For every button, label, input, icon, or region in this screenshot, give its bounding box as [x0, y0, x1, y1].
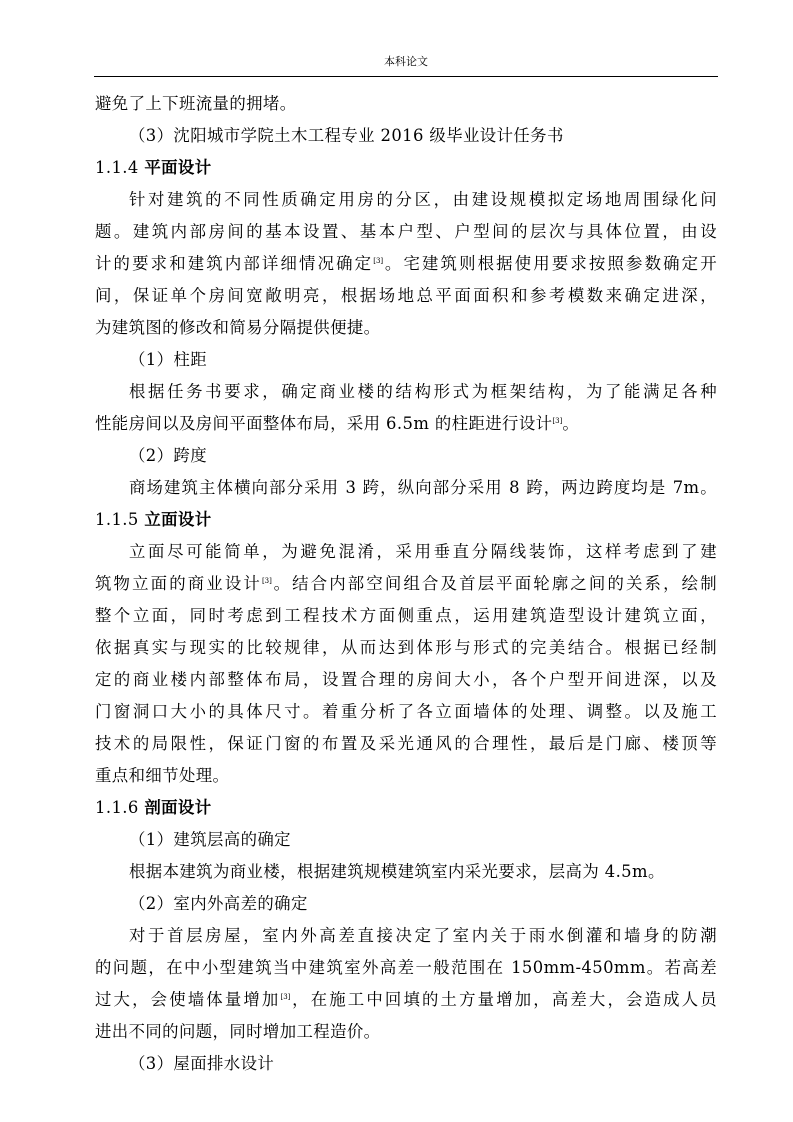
text-line	[95, 376, 717, 408]
line-text: 技术的局限性，保证门窗的布置及采光通风的合理性，最后是门廊、楼顶等	[95, 734, 717, 753]
line-text: （3）屋面排水设计	[129, 1054, 275, 1073]
line-text: 整个立面，同时考虑到工程技术方面侧重点，运用建筑造型设计建筑立面，	[95, 606, 717, 625]
section-title: 立面设计	[144, 510, 212, 529]
citation-marker: [3]	[552, 417, 563, 425]
text-line	[95, 696, 717, 728]
text-line	[95, 248, 717, 280]
citation-marker: [3]	[280, 993, 291, 1001]
line-text: 为建筑图的修改和简易分隔提供便捷。	[95, 318, 381, 337]
text-line	[95, 88, 717, 120]
line-text: 对于首层房屋，室内外高差直接决定了室内关于雨水倒灌和墙身的防潮	[129, 926, 717, 945]
line-text: 立面尽可能简单，为避免混淆，采用垂直分隔线装饰，这样考虑到了建	[129, 542, 717, 561]
text-line	[95, 728, 717, 760]
text-line	[95, 440, 717, 472]
line-text: 性能房间以及房间平面整体布局，采用 6.5m 的柱距进行设计	[95, 414, 553, 433]
section-heading	[95, 152, 717, 184]
text-line	[95, 184, 717, 216]
line-text-cont: 。结合内部空间组合及首层平面轮廓之间的关系，绘制	[271, 574, 717, 593]
line-text: （1）柱距	[129, 350, 207, 369]
citation-marker: [3]	[373, 257, 384, 265]
citation-marker: [3]	[261, 577, 272, 585]
section-number: 1.1.5	[95, 510, 145, 529]
line-text: 避免了上下班流量的拥堵。	[95, 94, 297, 113]
text-line	[95, 280, 717, 312]
line-text: 重点和细节处理。	[95, 766, 230, 785]
line-text: 的问题，在中小型建筑当中建筑室外高差一般范围在 150mm-450mm。若高差	[95, 958, 717, 977]
text-line	[95, 600, 717, 632]
text-line	[95, 568, 717, 600]
text-line	[95, 760, 717, 792]
text-line	[95, 120, 717, 152]
line-text: 根据本建筑为商业楼，根据建筑规模建筑室内采光要求，层高为 4.5m。	[129, 862, 665, 881]
text-line	[95, 216, 717, 248]
line-text-cont: ，在施工中回填的土方量增加，高差大，会造成人员	[290, 990, 718, 1009]
line-text: （2）跨度	[129, 446, 207, 465]
line-text: 过大，会使墙体量增加	[95, 990, 281, 1009]
section-number: 1.1.4	[95, 158, 145, 177]
section-heading	[95, 504, 717, 536]
line-text: 计的要求和建筑内部详细情况确定	[95, 254, 374, 273]
text-line	[95, 408, 717, 440]
line-text: 定的商业楼内部整体布局，设置合理的房间大小，各个户型开间进深，以及	[95, 670, 717, 689]
text-line	[95, 856, 717, 888]
line-text: 门窗洞口大小的具体尺寸。着重分析了各立面墙体的处理、调整。以及施工	[95, 702, 717, 721]
text-line	[95, 952, 717, 984]
text-line	[95, 984, 717, 1016]
text-line	[95, 888, 717, 920]
text-line	[95, 1016, 717, 1048]
line-text-cont: 。宅建筑则根据使用要求按照参数确定开	[383, 254, 717, 273]
section-number: 1.1.6	[95, 798, 145, 817]
text-line	[95, 1048, 717, 1080]
text-line	[95, 824, 717, 856]
text-line	[95, 664, 717, 696]
text-line	[95, 632, 717, 664]
line-text: （1）建筑层高的确定	[129, 830, 291, 849]
line-text: 商场建筑主体横向部分采用 3 跨，纵向部分采用 8 跨，两边跨度均是 7m。	[129, 478, 717, 497]
line-text: 依据真实与现实的比较规律，从而达到体形与形式的完美结合。根据已经制	[95, 638, 717, 657]
text-line	[95, 344, 717, 376]
page-header: 本科论文	[384, 55, 428, 68]
section-title: 平面设计	[144, 158, 212, 177]
line-text: （3）沈阳城市学院土木工程专业 2016 级毕业设计任务书	[129, 126, 564, 145]
section-heading	[95, 792, 717, 824]
document-body	[95, 88, 717, 1080]
header-rule	[94, 76, 718, 77]
section-title: 剖面设计	[144, 798, 212, 817]
line-text: 题。建筑内部房间的基本设置、基本户型、户型间的层次与具体位置，由设	[95, 222, 717, 241]
text-line	[95, 472, 717, 504]
line-text: 筑物立面的商业设计	[95, 574, 262, 593]
line-text-cont: 。	[562, 414, 580, 433]
text-line	[95, 920, 717, 952]
line-text: 根据任务书要求，确定商业楼的结构形式为框架结构，为了能满足各种	[129, 382, 717, 401]
line-text: 针对建筑的不同性质确定用房的分区，由建设规模拟定场地周围绿化问	[129, 190, 717, 209]
line-text: 间，保证单个房间宽敞明亮，根据场地总平面面积和参考模数来确定进深，	[95, 286, 717, 305]
text-line	[95, 536, 717, 568]
line-text: （2）室内外高差的确定	[129, 894, 308, 913]
line-text: 进出不同的问题，同时增加工程造价。	[95, 1022, 381, 1041]
text-line	[95, 312, 717, 344]
